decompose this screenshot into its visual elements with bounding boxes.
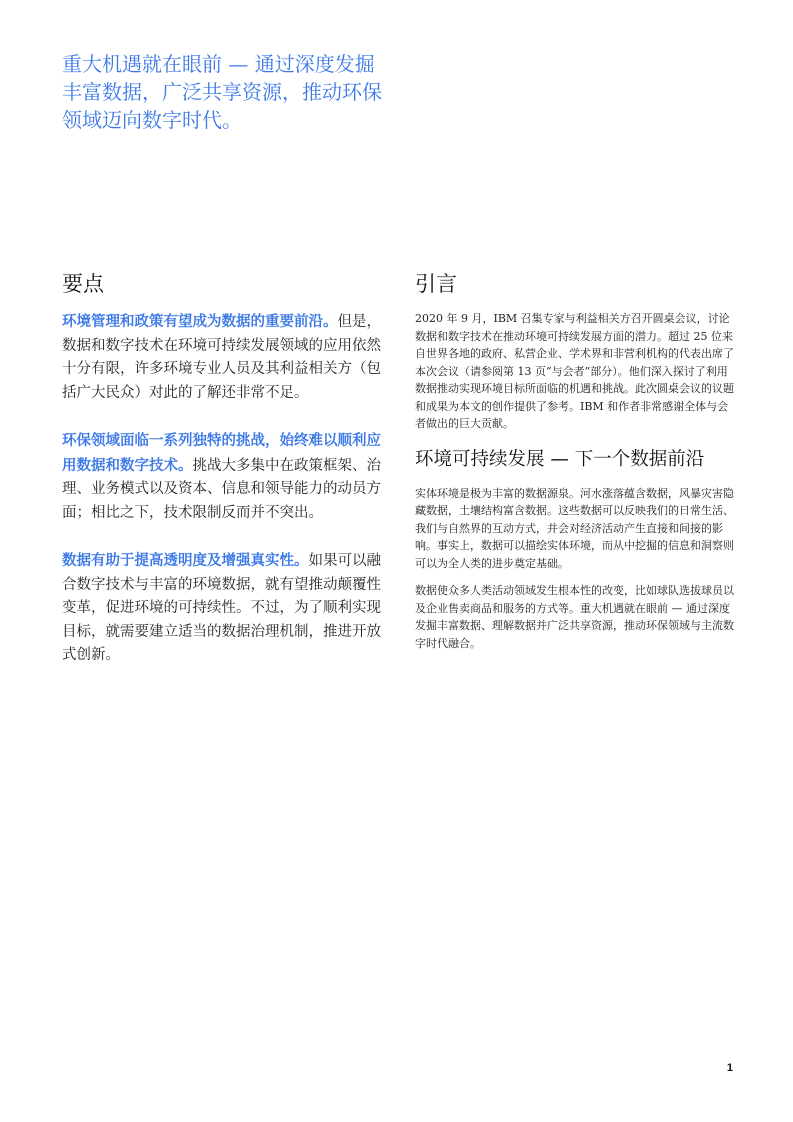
key-point-text: 如果可以融合数字技术与丰富的环境数据，就有望推动颠覆性变革，促进环境的可持续性。不过，为了顺利实现目标，就需要建立适当的数据治理机制，推进开放式创新。: [62, 553, 381, 663]
key-point-text: 但是，数据和数字技术在环境可持续发展领域的应用依然十分有限，许多环境专业人员及其利益相关方（包括广大民众）对此的了解还非常不足。: [62, 314, 381, 401]
intro-title: 引言: [415, 272, 457, 296]
key-point-lead: 环保领域面临一系列独特的挑战，始终难以顺利应用数据和数字技术。: [62, 432, 381, 474]
page-number: 1: [726, 1062, 733, 1074]
section-heading: 环境可持续发展 — 下一个数据前沿: [415, 448, 705, 470]
headline: 重大机遇就在眼前 — 通过深度发掘丰富数据，广泛共享资源，推动环保领域迈向数字时代。: [62, 52, 382, 132]
key-point: [62, 429, 382, 525]
key-point: [62, 549, 382, 668]
intro-paragraph: 2020 年 9 月，IBM 召集专家与利益相关方召开圆桌会议，讨论数据和数字技术在推动环境可持续发展方面的潜力。超过 25 位来自世界各地的政府、私营企业、学术界和非营利机构的代表出席了本次会议（请参阅第 13 页“与会者”部分）。他们深入探讨了利用数据推动实现环境目标所面临的机遇和挑战。此次圆桌会议的议题和成果为本文的创作提供了参考。IBM 和作者非常感谢全体与会者做出的巨大贡献。: [415, 312, 734, 430]
key-point: [62, 310, 382, 405]
section-paragraph: 实体环境是极为丰富的数据源泉。河水涨落蕴含数据，风暴灾害隐藏数据，土壤结构富含数据。这些数据可以反映我们的日常生活、我们与自然界的互动方式，并会对经济活动产生直接和间接的影响。事实上，数据可以描绘实体环境，而从中挖掘的信息和洞察则可以为全人类的进步奠定基础。: [415, 486, 734, 570]
key-point-lead: 数据有助于提高透明度及增强真实性。: [62, 552, 309, 569]
key-point-lead: 环境管理和政策有望成为数据的重要前沿。: [62, 313, 338, 330]
intro-column: [415, 270, 735, 662]
section-paragraph: 数据使众多人类活动领域发生根本性的改变，比如球队选拔球员以及企业售卖商品和服务的方式等。重大机遇就在眼前 — 通过深度发掘丰富数据、理解数据并广泛共享资源，推动环保领域与主流数字时代融合。: [415, 584, 734, 650]
key-points-column: [62, 270, 382, 692]
key-point-text: 挑战大多集中在政策框架、治理、业务模式以及资本、信息和领导能力的动员方面；相比之下，技术限制反而并不突出。: [62, 457, 381, 521]
key-points-title: 要点: [62, 272, 104, 296]
